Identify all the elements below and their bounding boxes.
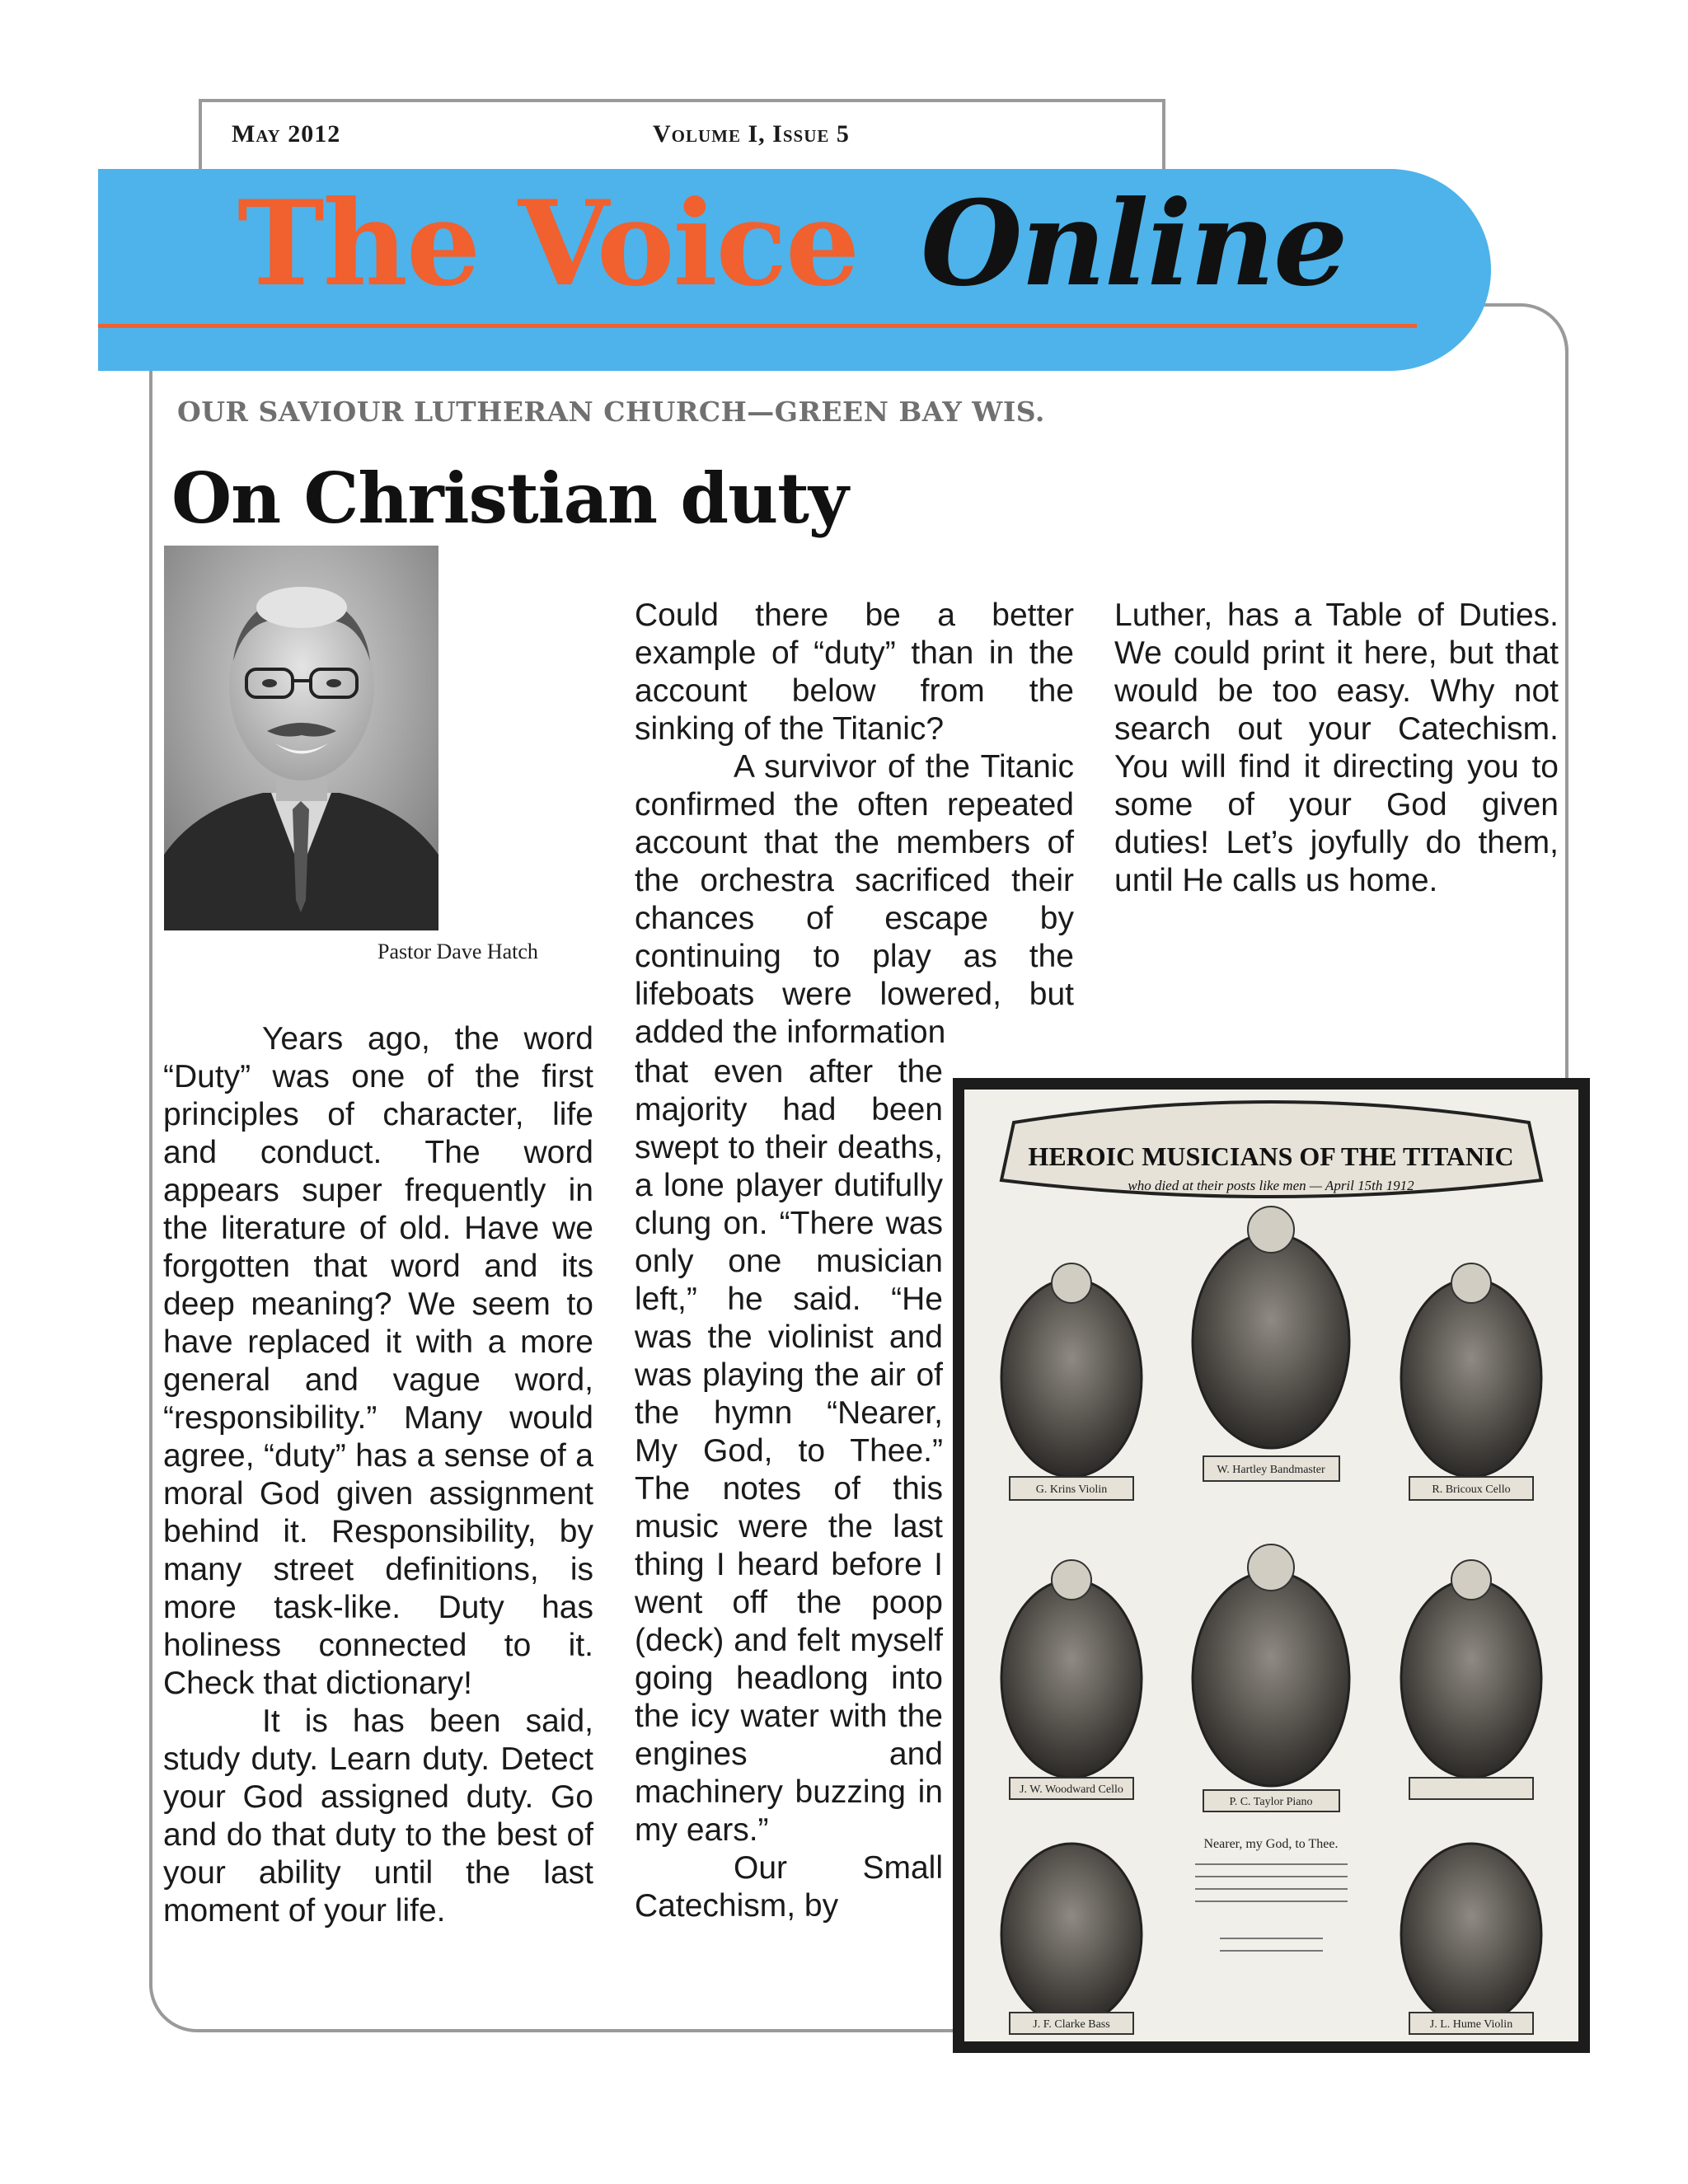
photo-caption: Pastor Dave Hatch — [377, 940, 538, 963]
musician-name: P. C. Taylor Piano — [1229, 1796, 1313, 1808]
musician-name: J. L. Hume Violin — [1429, 2018, 1513, 2031]
titanic-musicians-poster — [953, 1078, 1590, 2053]
musician-name: J. W. Woodward Cello — [1020, 1783, 1123, 1796]
poster-hymn-title: Nearer, my God, to Thee. — [1203, 1837, 1339, 1851]
poster-illustration — [964, 1090, 1578, 2041]
article-column-3 — [1114, 597, 1559, 900]
paragraph: Luther, has a Table of Duties. We could print it here, but that would be too easy. Why not search out your Catechism. You will find it directing you to some of your God given duties! Let’s joyfully do them, until He calls us home. — [1114, 598, 1559, 898]
pastor-photo — [164, 546, 438, 930]
paragraph: Years ago, the word “Duty” was one of the first principles of character, life and conduct. The word appears super frequently in the literature of old. Have we forgotten that word and its deep meaning? We seem to have replaced it with a more general and vague word, “responsibility.” Many would agree, “duty” has a sense of a moral God given assignment behind it. Responsibility, by many street definitions, is more task-like. Duty has holiness connected to it. Check that dictionary! — [163, 1021, 593, 1701]
article-column-2-top — [635, 597, 1074, 1052]
pastor-portrait-image — [164, 546, 438, 930]
poster-card — [964, 1090, 1578, 2041]
article-column-2-narrow — [635, 1053, 943, 1925]
article-headline: On Christian duty — [171, 457, 848, 539]
issue-date: May 2012 — [232, 120, 341, 148]
volume-issue: Volume I, Issue 5 — [653, 120, 850, 148]
musician-name: R. Bricoux Cello — [1432, 1483, 1511, 1496]
newsletter-title-online: Online — [921, 176, 1347, 312]
paragraph: It is has been said, study duty. Learn duty. Detect your God assigned duty. Go and do that duty to the best of your ability until the last moment of your life. — [163, 1704, 593, 1929]
musician-name: J. F. Clarke Bass — [1033, 2018, 1110, 2031]
banner-rule — [98, 324, 1417, 328]
paragraph: Our Small Catechism, by — [635, 1850, 943, 1924]
article-column-1 — [163, 1020, 593, 1930]
paragraph: A survivor of the Titanic confirmed the often repeated account that the members of the orchestra sacrificed their chances of escape by continuing to play as the lifeboats were lowered, but added the information — [635, 749, 1074, 1050]
paragraph: Could there be a better example of “duty” than in the account below from the sinking of the Titanic? — [635, 598, 1074, 747]
musician-name: W. Hartley Bandmaster — [1217, 1464, 1325, 1476]
church-name: OUR SAVIOUR LUTHERAN CHURCH—GREEN BAY WIS. — [177, 396, 1045, 428]
poster-title: HEROIC MUSICIANS OF THE TITANIC — [1028, 1141, 1514, 1171]
paragraph: that even after the majority had been swept to their deaths, a lone player dutifully clung on. “There was only one musician left,” he said. “He was the violinist and was playing the air of the hymn “Nearer, My God, to Thee.” The notes of this music were the last thing I heard before I went off the poop (deck) and felt myself going headlong into the icy water with the engines and machinery buzzing in my ears.” — [635, 1054, 943, 1848]
musician-name: G. Krins Violin — [1035, 1483, 1108, 1496]
poster-subtitle: who died at their posts like men — April 15th 1912 — [1128, 1178, 1414, 1193]
newsletter-title-the-voice: The Voice — [237, 176, 859, 312]
